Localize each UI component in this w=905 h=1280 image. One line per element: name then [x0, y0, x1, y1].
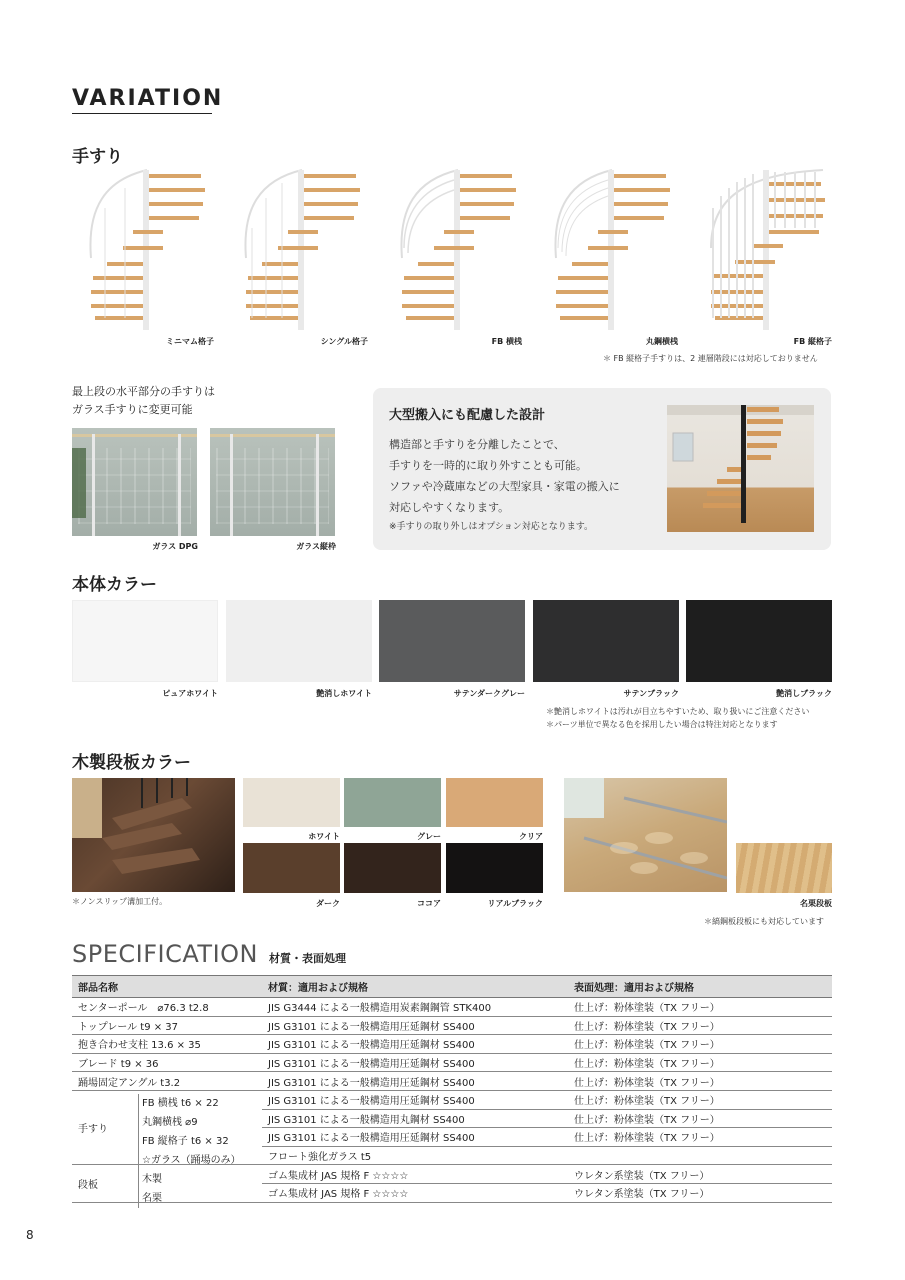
wood-label-real-black: リアルブラック	[487, 899, 543, 908]
spec-material: JIS G3101 による一般構造用圧延鋼材 SS400	[262, 1128, 568, 1147]
group-divider	[138, 1094, 139, 1208]
tread-subparts	[142, 1170, 162, 1208]
table-row	[72, 1053, 832, 1072]
nameguri-photo	[564, 778, 727, 892]
glass-intro	[72, 383, 215, 419]
table-row	[72, 998, 832, 1017]
handrail-subparts	[142, 1094, 241, 1170]
spec-finish	[568, 1146, 832, 1165]
wood-color-heading: 木製段板カラー	[72, 753, 191, 773]
spec-finish: 仕上げ：粉体塗装（TX フリー）	[568, 1128, 832, 1147]
spec-material: ゴム集成材 JAS 規格 F ☆☆☆☆	[262, 1165, 568, 1184]
wood-swatch-dark	[243, 843, 340, 893]
handrail-heading: 手すり	[72, 147, 123, 167]
page-number: 8	[26, 1228, 34, 1242]
stair-image-round-bar	[550, 168, 695, 333]
glass-dpg-label: ガラス DPG	[152, 542, 198, 551]
spec-sub-part: FB 横桟 t6 × 22	[142, 1098, 219, 1109]
spec-finish: 仕上げ：粉体塗装（TX フリー）	[568, 998, 832, 1017]
wood-photo-note: ＊ノンスリップ溝加工付。	[72, 897, 168, 906]
spec-material: JIS G3444 による一般構造用炭素鋼鋼管 STK400	[262, 998, 568, 1017]
spec-material: フロート強化ガラス t5	[262, 1146, 568, 1165]
spec-title: SPECIFICATION	[72, 940, 258, 968]
spec-sub-part: 名栗	[142, 1193, 162, 1204]
spec-material: JIS G3101 による一般構造用圧延鋼材 SS400	[262, 1035, 568, 1054]
wood-swatch-white	[243, 778, 340, 827]
body-color-note-1: ＊艶消しホワイトは汚れが目立ちやすいため、取り扱いにご注意ください	[546, 707, 810, 716]
wood-swatch-real-black	[446, 843, 543, 893]
glass-dpg-image	[72, 428, 197, 536]
swatch-label-matte-white: 艶消しホワイト	[316, 689, 372, 698]
swatch-satin-black	[533, 600, 679, 682]
table-row	[72, 1072, 832, 1091]
spec-part: センターポール ⌀76.3 t2.8	[72, 998, 262, 1017]
swatch-label-matte-black: 艶消しブラック	[776, 689, 832, 698]
glass-intro-line-2: ガラス手すりに変更可能	[72, 403, 193, 416]
wood-swatch-clear	[446, 778, 543, 827]
spec-tread-group: 段板	[78, 1179, 98, 1191]
spec-sub-part: 木製	[142, 1174, 162, 1185]
spec-sub-part: FB 縦格子 t6 × 32	[142, 1136, 229, 1147]
info-line-3: ソファや冷蔵庫などの大型家具・家電の搬入に	[389, 480, 620, 493]
spec-material: JIS G3101 による一般構造用圧延鋼材 SS400	[262, 1053, 568, 1072]
wood-swatch-cocoa	[344, 843, 441, 893]
swatch-matte-white	[226, 600, 372, 682]
stair-image-fb-vertical	[705, 168, 850, 333]
stair-image-minimum	[85, 168, 230, 333]
spec-header-part: 部品名称	[72, 976, 262, 998]
swatch-label-satin-black: サテンブラック	[623, 689, 679, 698]
wood-label-dark: ダーク	[316, 899, 340, 908]
spec-subtitle: 材質・表面処理	[269, 952, 346, 965]
spec-part: トップレール t9 × 37	[72, 1016, 262, 1035]
spec-finish: 仕上げ：粉体塗装（TX フリー）	[568, 1035, 832, 1054]
spec-part: 抱き合わせ支柱 13.6 × 35	[72, 1035, 262, 1054]
swatch-satin-dark-gray	[379, 600, 525, 682]
nameguri-note: ＊縞鋼板段板にも対応しています	[704, 917, 824, 926]
spec-material: ゴム集成材 JAS 規格 F ☆☆☆☆	[262, 1183, 568, 1202]
info-line-1: 構造部と手すりを分離したことで、	[389, 438, 565, 451]
info-line-4: 対応しやすくなります。	[389, 501, 510, 514]
spec-finish: ウレタン系塗装（TX フリー）	[568, 1183, 832, 1202]
stair-image-fb-horizontal	[396, 168, 541, 333]
wood-label-gray: グレー	[417, 832, 441, 841]
glass-intro-line-1: 最上段の水平部分の手すりは	[72, 385, 215, 398]
stair-label-round-bar: 丸鋼横桟	[646, 337, 678, 346]
spec-header-finish: 表面処理：適用および規格	[568, 976, 832, 998]
info-title: 大型搬入にも配慮した設計	[389, 408, 546, 423]
wood-label-cocoa: ココア	[417, 899, 441, 908]
glass-frame-label: ガラス縦枠	[296, 542, 336, 551]
spec-finish: 仕上げ：粉体塗装（TX フリー）	[568, 1072, 832, 1091]
glass-frame-image	[210, 428, 335, 536]
body-color-heading: 本体カラー	[72, 575, 157, 595]
stair-label-single: シングル格子	[320, 337, 368, 346]
swatch-label-pure-white: ピュアホワイト	[162, 689, 218, 698]
spec-part: 踊場固定アングル t3.2	[72, 1072, 262, 1091]
info-body	[389, 434, 620, 518]
spec-handrail-group: 手すり	[78, 1124, 108, 1136]
title-underline	[72, 113, 212, 114]
spec-sub-part: ☆ガラス（踊場のみ）	[142, 1155, 241, 1166]
wood-swatch-gray	[344, 778, 441, 827]
table-row	[72, 1016, 832, 1035]
dark-stair-photo	[72, 778, 235, 892]
room-photo	[667, 405, 814, 532]
spec-finish: ウレタン系塗装（TX フリー）	[568, 1165, 832, 1184]
swatch-label-satin-dark-gray: サテンダークグレー	[453, 689, 525, 698]
stair-label-fb-horizontal: FB 横桟	[491, 337, 522, 346]
spec-material: JIS G3101 による一般構造用圧延鋼材 SS400	[262, 1090, 568, 1109]
wood-label-white: ホワイト	[308, 832, 340, 841]
spec-finish: 仕上げ：粉体塗装（TX フリー）	[568, 1016, 832, 1035]
nameguri-label: 名栗段板	[800, 899, 832, 908]
nameguri-swatch	[736, 843, 832, 893]
body-color-note-2: ＊パーツ単位で異なる色を採用したい場合は特注対応となります	[546, 720, 778, 729]
spec-part: ブレード t9 × 36	[72, 1053, 262, 1072]
spec-tread-group-cell	[72, 1165, 262, 1202]
swatch-matte-black	[686, 600, 832, 682]
stair-note: ＊ FB 縦格子手すりは、2 連層階段には対応しておりません	[603, 354, 818, 363]
spec-finish: 仕上げ：粉体塗装（TX フリー）	[568, 1090, 832, 1109]
swatch-pure-white	[72, 600, 218, 682]
stair-image-single	[240, 168, 385, 333]
spec-material: JIS G3101 による一般構造用丸鋼材 SS400	[262, 1109, 568, 1128]
spec-sub-part: 丸鋼横桟 ⌀9	[142, 1117, 198, 1128]
spec-finish: 仕上げ：粉体塗装（TX フリー）	[568, 1053, 832, 1072]
spec-material: JIS G3101 による一般構造用圧延鋼材 SS400	[262, 1072, 568, 1091]
spec-header-row	[72, 976, 832, 998]
info-note: ※手すりの取り外しはオプション対応となります。	[389, 522, 594, 532]
wood-label-clear: クリア	[519, 832, 543, 841]
spec-finish: 仕上げ：粉体塗装（TX フリー）	[568, 1109, 832, 1128]
spec-header-material: 材質：適用および規格	[262, 976, 568, 998]
info-line-2: 手すりを一時的に取り外すことも可能。	[389, 459, 587, 472]
stair-label-minimum: ミニマム格子	[166, 337, 214, 346]
stair-label-fb-vertical: FB 縦格子	[793, 337, 832, 346]
variation-title: VARIATION	[72, 86, 224, 111]
spec-material: JIS G3101 による一般構造用圧延鋼材 SS400	[262, 1016, 568, 1035]
table-row	[72, 1035, 832, 1054]
